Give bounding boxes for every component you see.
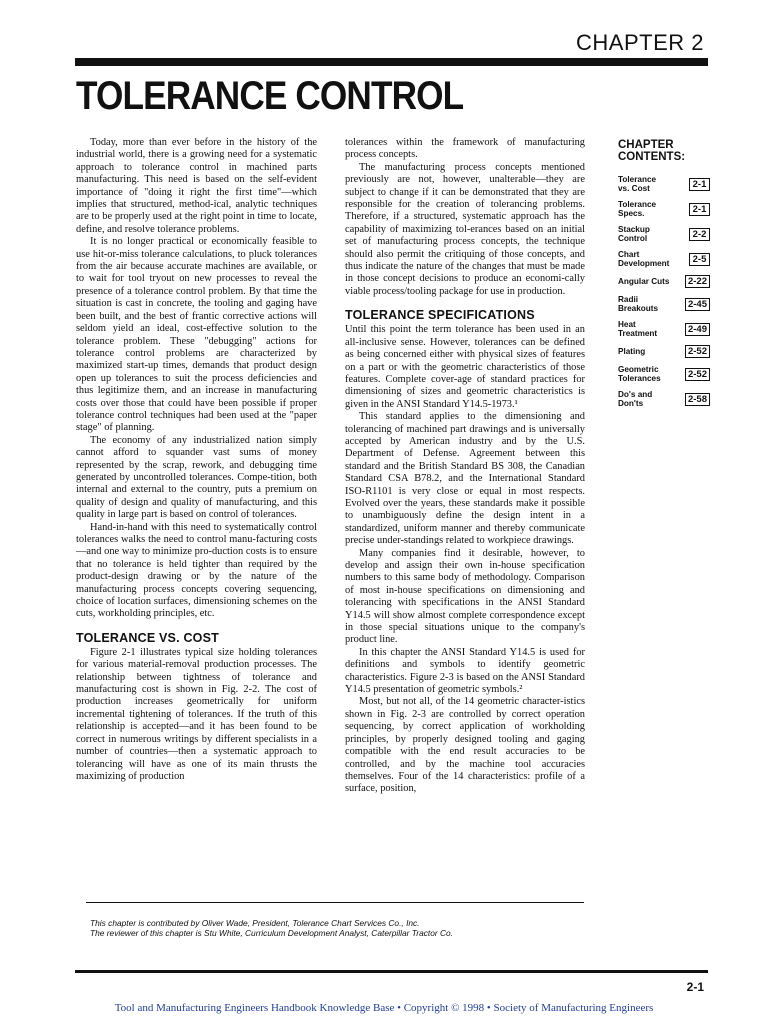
contents-title-line: CHAPTER bbox=[618, 139, 674, 151]
toc-page-link[interactable]: 2-1 bbox=[689, 178, 710, 191]
toc-label-line: Do's and bbox=[618, 390, 653, 399]
section-heading-tolerance-specifications: TOLERANCE SPECIFICATIONS bbox=[345, 308, 535, 323]
toc-label bbox=[618, 225, 680, 243]
toc-page-link[interactable]: 2-58 bbox=[685, 393, 710, 406]
toc-item-angular-cuts[interactable] bbox=[618, 275, 710, 288]
bottom-rule bbox=[75, 970, 708, 973]
toc-label bbox=[618, 250, 680, 268]
toc-label-line: Don'ts bbox=[618, 399, 644, 408]
toc-page-link[interactable]: 2-45 bbox=[685, 298, 710, 311]
chapter-contents bbox=[618, 139, 710, 415]
toc-label-line: Chart bbox=[618, 250, 640, 259]
toc-label-line: Geometric bbox=[618, 365, 659, 374]
toc-item-radii-breakouts[interactable] bbox=[618, 295, 710, 313]
toc-item-heat-treatment[interactable] bbox=[618, 320, 710, 338]
paragraph: Today, more than ever before in the history of the industrial world, there is a growing need for a systematic approach to tolerance control in machined parts manufacturing. This need is based on the self-evident importance of "doing it right the first time"—which implies that structured, method-ical, analytic techniques are to be properly used at the right point in time to locate, define, and resolve tolerance problems. bbox=[76, 137, 317, 235]
paragraph: It is no longer practical or economically feasible to use hit-or-miss tolerance calculations, to pluck tolerances from the air because accurate machines are available, or to wait for tool tryout on new processes to reveal the presence of a tolerance control problem. By that time the situation is cast in concrete, the tooling and gaging have been built, and the best of frantic corrective actions will seldom yield an ideal, cost-effective solution to the tolerance problem. These "debugging" actions for tolerance control problems are characterized by maximized start-up times, demands that product design open up tolerances to suit the process deficiencies and thus legitimize them, and an increase in manufacturing costs over those that could have been possible if proper tolerance control techniques had been used at the "paper stage" of planning. bbox=[76, 236, 317, 434]
toc-page-link[interactable]: 2-49 bbox=[685, 323, 710, 336]
toc-label bbox=[618, 277, 680, 286]
toc-label bbox=[618, 365, 680, 383]
toc-label-line: Breakouts bbox=[618, 304, 659, 313]
footnote-divider bbox=[86, 902, 584, 903]
paragraph: Many companies find it desirable, however, to develop and assign their own in-house specification numbers to this same body of methodology. Comparison of most in-house specifications on dimensioning and tolerancing with specifications in the ANSI Standard Y14.5 will show almost complete correspondence except in those special situations unique to the company's product line. bbox=[345, 547, 585, 646]
toc-label-line: Tolerances bbox=[618, 374, 661, 383]
toc-label-line: Tolerance bbox=[618, 175, 657, 184]
body-column-2 bbox=[345, 137, 585, 796]
toc-label-line: vs. Cost bbox=[618, 184, 650, 193]
toc-label bbox=[618, 295, 680, 313]
toc-label-line: Angular Cuts bbox=[618, 277, 670, 286]
paragraph: tolerances within the framework of manufacturing process concepts. bbox=[345, 137, 585, 161]
toc-label bbox=[618, 390, 680, 408]
body-column-1 bbox=[76, 137, 317, 783]
toc-page-link[interactable]: 2-52 bbox=[685, 368, 710, 381]
page-title: TOLERANCE CONTROL bbox=[76, 74, 464, 118]
toc-label-line: Tolerance bbox=[618, 200, 657, 209]
paragraph: Hand-in-hand with this need to systematically control tolerances walks the need to control manu-facturing costs—and one way to minimize pro-duction costs is to ensure that no tolerance is held tighter than required by the product-design drawing or by the nature of the manufacturing process concepts covering sequencing, choice of location surfaces, dimensioning schemes on the cuts, workholding principles, etc. bbox=[76, 521, 317, 620]
contents-title-line: CONTENTS: bbox=[618, 151, 686, 163]
toc-item-chart-development[interactable] bbox=[618, 250, 710, 268]
toc-page-link[interactable]: 2-5 bbox=[689, 253, 710, 266]
toc-item-stackup-control[interactable] bbox=[618, 225, 710, 243]
paragraph: The manufacturing process concepts mentioned previously are not, however, unalterable—they are subject to change if it can be demonstrated that they are responsible for the creation of tolerancing problems. Therefore, if a structured, systematic approach has the capability of maximizing tol-erances based on an initial set of manufacturing process concepts, the technique should also permit the critiquing of those concepts, and thus indicate the nature of the changes that must be made in those concept decisions to produce an economi-cally viable process/tooling package for use in production. bbox=[345, 161, 585, 297]
toc-label-line: Heat bbox=[618, 320, 636, 329]
page-number: 2-1 bbox=[686, 980, 704, 994]
paragraph: The economy of any industrialized nation simply cannot afford to squander vast sums of money represented by the scrap, rework, and debugging time generated by uncontrolled tolerances. Compe-tition, both internal and external to the country, puts a premium on quality of design and quality of manufacturing, and this quality in large part is based on control of tolerances. bbox=[76, 434, 317, 521]
toc-label-line: Specs. bbox=[618, 209, 645, 218]
toc-label-line: Treatment bbox=[618, 329, 658, 338]
toc-label bbox=[618, 320, 680, 338]
paragraph: Until this point the term tolerance has been used in an all-inclusive sense. However, tolerances can be defined as being concerned either with physical sizes of features on a part or with the geometric characteristics of those features. Complete cover-age of standard practices for dimensioning of sizes and geometric characteristics is given in the ANSI Standard Y14.5-1973.¹ bbox=[345, 324, 585, 410]
copyright-footer: Tool and Manufacturing Engineers Handbook Knowledge Base • Copyright © 1998 • Society of Manufacturing Engineers bbox=[114, 1002, 654, 1014]
toc-label-line: Development bbox=[618, 259, 670, 268]
chapter-rule bbox=[75, 58, 708, 66]
section-heading-tolerance-vs-cost: TOLERANCE VS. COST bbox=[76, 630, 219, 645]
toc-label bbox=[618, 175, 680, 193]
contents-title bbox=[618, 139, 710, 163]
footnote-contributor: This chapter is contributed by Oliver Wade, President, Tolerance Chart Services Co., Inc. bbox=[90, 918, 420, 928]
toc-label-line: Control bbox=[618, 234, 648, 243]
paragraph: This standard applies to the dimensioning and tolerancing of machined part drawings and is universally accepted by American industry and by the U.S. Department of Defense. Agreement between this standard and the British Standard BS 308, the Canadian Standard CSA B78.2, and the International Standard ISO-R1101 is very close or equal in most respects. Evolved over the years, these standards make it possible to unambiguously define the design intent in a standardized, uniform manner and thereby communicate precise under-standings related to workpiece drawings. bbox=[345, 411, 585, 547]
chapter-label: CHAPTER 2 bbox=[576, 30, 704, 55]
toc-label-line: Radii bbox=[618, 295, 639, 304]
toc-label-line: Plating bbox=[618, 347, 646, 356]
toc-label-line: Stackup bbox=[618, 225, 650, 234]
footnote-reviewer: The reviewer of this chapter is Stu White, Curriculum Development Analyst, Caterpillar Tractor Co. bbox=[90, 928, 454, 938]
toc-item-tolerance-specs[interactable] bbox=[618, 200, 710, 218]
toc-item-dos-and-donts[interactable] bbox=[618, 390, 710, 408]
toc-item-tolerance-vs-cost[interactable] bbox=[618, 175, 710, 193]
toc-page-link[interactable]: 2-1 bbox=[689, 203, 710, 216]
footnotes bbox=[90, 918, 453, 938]
paragraph: In this chapter the ANSI Standard Y14.5 is used for definitions and symbols to identify geometric characteristics. Figure 2-3 is based on the ANSI Standard Y14.5 presentation of geometric symbols.² bbox=[345, 646, 585, 696]
paragraph: Most, but not all, of the 14 geometric character-istics shown in Fig. 2-3 are controlled by correct operation sequencing, by correct application of workholding principles, by properly designed tooling and gaging compatible with the end result accuracies to be controlled, and by the machine tool accuracies themselves. Four of the 14 characteristics: profile of a surface, position, bbox=[345, 696, 585, 795]
toc-page-link[interactable]: 2-22 bbox=[685, 275, 710, 288]
toc-item-plating[interactable] bbox=[618, 345, 710, 358]
toc-label bbox=[618, 200, 680, 218]
toc-item-geometric-tolerances[interactable] bbox=[618, 365, 710, 383]
toc-page-link[interactable]: 2-52 bbox=[685, 345, 710, 358]
toc-page-link[interactable]: 2-2 bbox=[689, 228, 710, 241]
toc-label bbox=[618, 347, 680, 356]
paragraph: Figure 2-1 illustrates typical size holding tolerances for various material-removal production processes. The relationship between tightness of tolerance and manufacturing cost is shown in Fig. 2-2. The cost of production increases geometrically for uniform incremental tightening of tolerances. If the truth of this relationship is accepted—and it has been found to be correct in numerous writings by different specialists in a number of countries—then a systematic approach to tolerancing will have as one of its main thrusts the maximizing of production bbox=[76, 646, 317, 782]
